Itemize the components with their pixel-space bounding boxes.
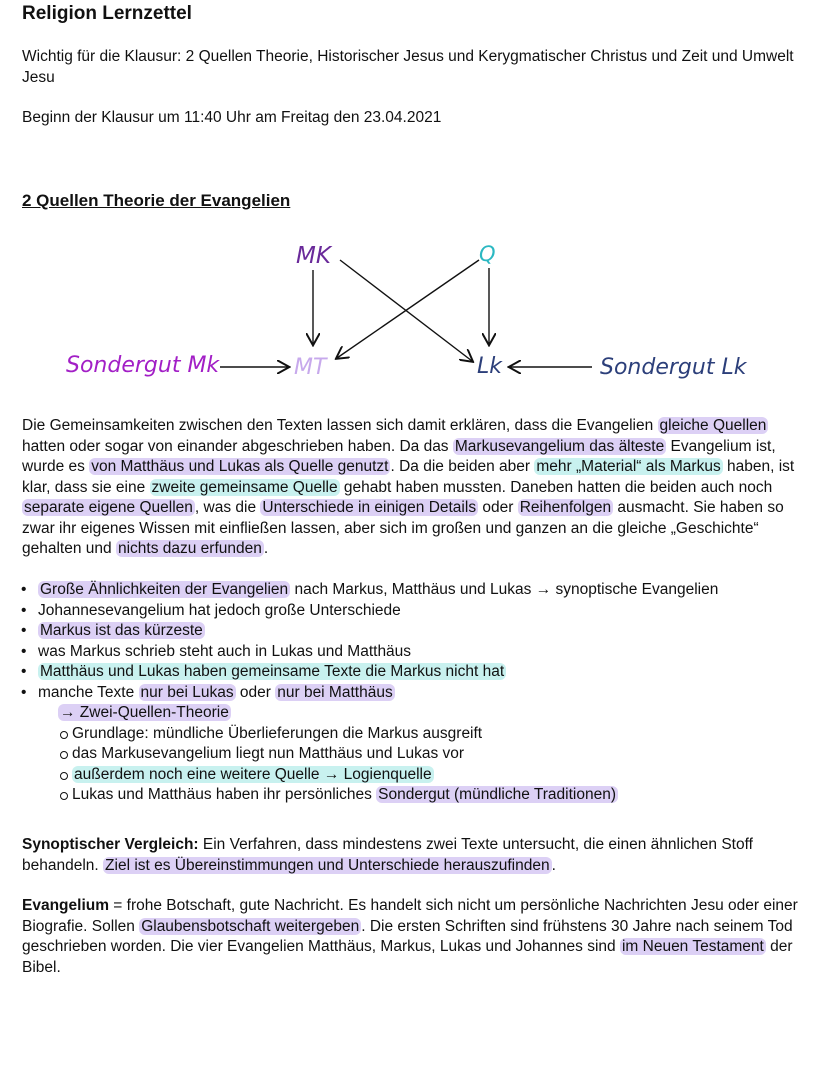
explanation-paragraph: Die Gemeinsamkeiten zwischen den Texten lassen sich damit erklären, dass die Evangelien gleiche Quellen hatten oder sogar von einander abgeschrieben haben. Da das Markusevangelium das älteste Evangelium ist, wurde es von Matthäus und Lukas als Quelle genutzt . Da die beiden aber mehr „Material“ als Markus haben, ist klar, dass sie eine zweite gemeinsame Quelle gehabt haben mussten. Daneben hatten die beiden auch noch separate eigene Quellen , was die Unterschiede in einigen Details oder Reihenfolgen ausmacht. Sie haben so zwar ihr eigenes Wissen mit einfließen lassen, aber sich im großen und ganzen an die gleiche „Geschichte“ gehalten und nichts dazu erfunden . (22, 417, 795, 557)
list-item-arrow: → Zwei-Quellen-Theorie (60, 704, 229, 721)
exam-start-text: Beginn der Klausur um 11:40 Uhr am Freitag den 23.04.2021 (22, 109, 442, 126)
list-item: • manche Texte nur bei Lukas oder nur bei Matthäus (20, 683, 810, 704)
section-heading-two-source: 2 Quellen Theorie der Evangelien (22, 191, 291, 210)
page-title: Religion Lernzettel (22, 3, 192, 24)
list-item: • Johannesevangelium hat jedoch große Unterschiede (20, 601, 810, 622)
diagram-label-lk: Lk (477, 354, 502, 379)
sub-list-item: Lukas und Matthäus haben ihr persönliches Sondergut (mündliche Traditionen) (58, 785, 810, 806)
diagram-label-sondergut-lk: Sondergut Lk (600, 355, 747, 380)
sub-list-item: das Markusevangelium liegt nun Matthäus und Lukas vor (58, 744, 810, 765)
bullet-list (20, 580, 810, 806)
evangelium-definition: Evangelium = frohe Botschaft, gute Nachricht. Es handelt sich nicht um persönliche Nachrichten Jesu oder einer Biografie. Sollen Glaubensbotschaft weitergeben . Die ersten Schriften sind frühstens 30 Jahre nach seinem Tod geschrieben worden. Die vier Evangelien Matthäus, Markus, Lukas und Johannes sind im Neuen Testament der Bibel. (22, 897, 798, 976)
sub-list-item: außerdem noch eine weitere Quelle → Logienquelle (58, 765, 810, 786)
diagram-label-mt: MT (294, 355, 327, 380)
synoptic-definition: Synoptischer Vergleich: Ein Verfahren, dass mindestens zwei Texte untersucht, die einen ähnlichen Stoff behandeln. Ziel ist es Übereinstimmungen und Unterschiede herauszufinden . (22, 836, 753, 874)
diagram-label-sondergut-mk: Sondergut Mk (66, 353, 220, 378)
list-item: • Matthäus und Lukas haben gemeinsame Texte die Markus nicht hat (20, 662, 810, 683)
diagram-label-mk: MK (296, 243, 331, 269)
two-source-diagram (0, 228, 828, 398)
intro-text: Wichtig für die Klausur: 2 Quellen Theorie, Historischer Jesus und Kerygmatischer Christus und Zeit und Umwelt Jesu (22, 48, 794, 86)
list-item: • Große Ähnlichkeiten der Evangelien nach Markus, Matthäus und Lukas → synoptische Evangelien (20, 580, 810, 601)
list-item: • Markus ist das kürzeste (20, 621, 810, 642)
list-item: • was Markus schrieb steht auch in Lukas und Matthäus (20, 642, 810, 663)
sub-list-item: Grundlage: mündliche Überlieferungen die Markus ausgreift (58, 724, 810, 745)
diagram-label-q: Q (479, 242, 496, 266)
